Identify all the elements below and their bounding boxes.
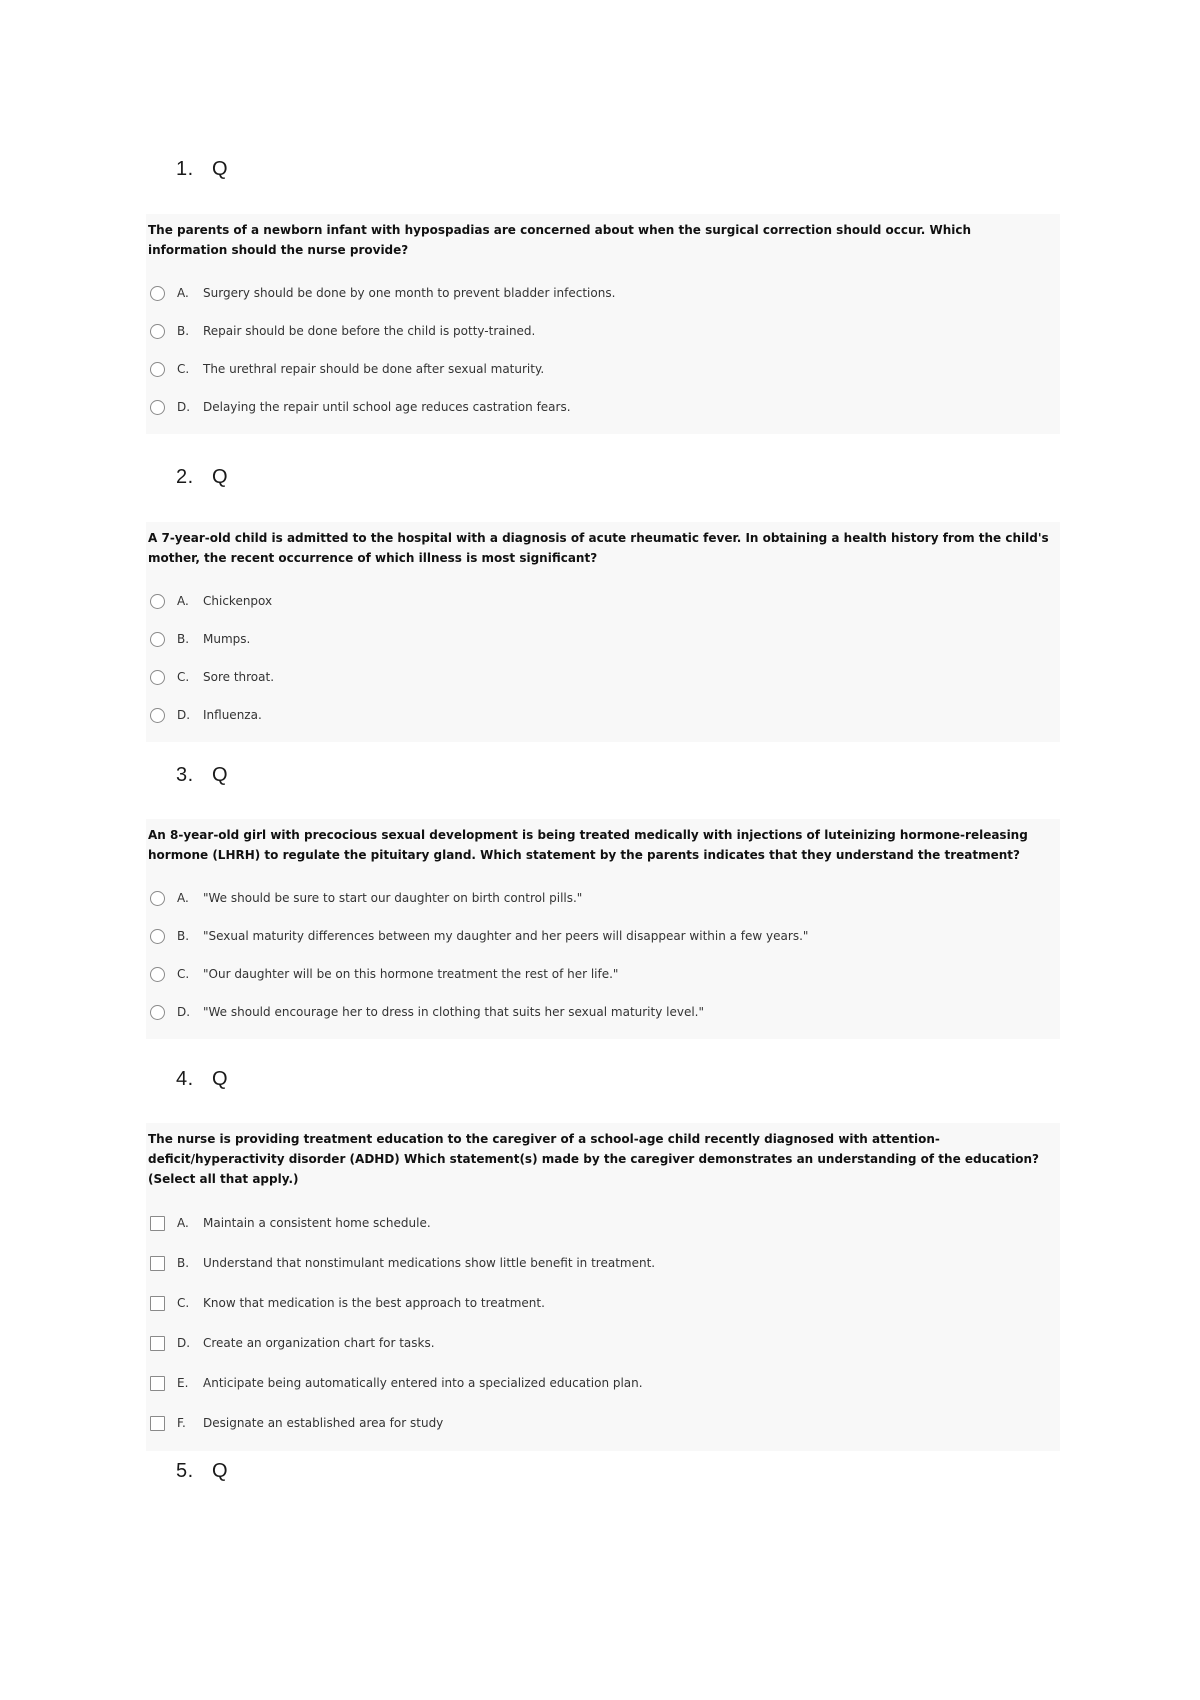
option-letter: B. [177,632,190,646]
question-4-option-f[interactable] [148,1403,1054,1443]
radio-button[interactable] [150,324,165,339]
option-text: Influenza. [203,708,262,722]
question-2-option-a[interactable] [148,582,1054,620]
question-2-option-d[interactable] [148,696,1054,734]
option-letter: B. [177,929,190,943]
option-letter: A. [177,1216,189,1230]
option-letter: A. [177,891,189,905]
option-letter: E. [177,1376,189,1390]
question-3-header [176,764,228,787]
question-1-option-a[interactable] [148,274,1054,312]
option-text: "We should be sure to start our daughter on birth control pills." [203,891,583,905]
question-1-option-c[interactable] [148,350,1054,388]
question-4-option-a[interactable] [148,1203,1054,1243]
question-3-option-c[interactable] [148,955,1054,993]
question-number: 1. [176,158,194,180]
checkbox[interactable] [150,1336,165,1351]
option-letter: F. [177,1416,186,1430]
question-4 [146,1123,1060,1451]
option-text: Anticipate being automatically entered into a specialized education plan. [203,1376,643,1390]
question-4-option-d[interactable] [148,1323,1054,1363]
option-text: The urethral repair should be done after sexual maturity. [203,362,545,376]
question-4-option-b[interactable] [148,1243,1054,1283]
option-text: Designate an established area for study [203,1416,444,1430]
option-text: Sore throat. [203,670,275,684]
checkbox[interactable] [150,1416,165,1431]
question-2 [146,522,1060,742]
question-4-header [176,1068,228,1091]
option-letter: C. [177,362,190,376]
question-number: 3. [176,764,194,786]
radio-button[interactable] [150,1005,165,1020]
option-text: Create an organization chart for tasks. [203,1336,435,1350]
question-1-option-d[interactable] [148,388,1054,426]
option-letter: D. [177,1005,191,1019]
question-number: 5. [176,1460,194,1482]
option-letter: C. [177,1296,190,1310]
question-number: 4. [176,1068,194,1090]
question-label: Q [212,466,229,488]
question-1-text: The parents of a newborn infant with hypospadias are concerned about when the surgical correction should occur. Which information should the nurse provide? [148,223,972,257]
option-letter: D. [177,708,191,722]
question-3 [146,819,1060,1039]
radio-button[interactable] [150,362,165,377]
option-text: "We should encourage her to dress in clothing that suits her sexual maturity level." [203,1005,705,1019]
checkbox[interactable] [150,1216,165,1231]
option-text: Mumps. [203,632,251,646]
option-letter: A. [177,286,189,300]
question-1-option-b[interactable] [148,312,1054,350]
question-number: 2. [176,466,194,488]
option-text: "Sexual maturity differences between my daughter and her peers will disappear within a few years." [203,929,809,943]
radio-button[interactable] [150,929,165,944]
option-text: Delaying the repair until school age reduces castration fears. [203,400,571,414]
question-label: Q [212,158,229,180]
question-3-option-d[interactable] [148,993,1054,1031]
question-3-text: An 8-year-old girl with precocious sexual development is being treated medically with injections of luteinizing hormone-releasing hormone (LHRH) to regulate the pituitary gland. Which statement by the parents indicates that they understand the treatment? [148,828,1028,862]
radio-button[interactable] [150,286,165,301]
option-letter: B. [177,324,190,338]
radio-button[interactable] [150,670,165,685]
question-label: Q [212,1068,229,1090]
radio-button[interactable] [150,891,165,906]
option-letter: D. [177,1336,191,1350]
radio-button[interactable] [150,594,165,609]
question-2-text: A 7-year-old child is admitted to the hospital with a diagnosis of acute rheumatic fever. In obtaining a health history from the child's mother, the recent occurrence of which illness is most significant? [148,531,1049,565]
option-letter: D. [177,400,191,414]
question-2-header [176,466,228,489]
option-text: "Our daughter will be on this hormone treatment the rest of her life." [203,967,619,981]
option-text: Chickenpox [203,594,273,608]
question-2-option-b[interactable] [148,620,1054,658]
question-2-option-c[interactable] [148,658,1054,696]
checkbox[interactable] [150,1376,165,1391]
checkbox[interactable] [150,1296,165,1311]
question-4-option-c[interactable] [148,1283,1054,1323]
radio-button[interactable] [150,967,165,982]
option-letter: B. [177,1256,190,1270]
question-3-option-b[interactable] [148,917,1054,955]
option-text: Surgery should be done by one month to prevent bladder infections. [203,286,616,300]
question-3-option-a[interactable] [148,879,1054,917]
option-text: Understand that nonstimulant medications show little benefit in treatment. [203,1256,656,1270]
radio-button[interactable] [150,400,165,415]
question-label: Q [212,764,229,786]
question-1-header [176,158,228,181]
checkbox[interactable] [150,1256,165,1271]
radio-button[interactable] [150,632,165,647]
option-letter: C. [177,967,190,981]
question-label: Q [212,1460,229,1482]
question-4-option-e[interactable] [148,1363,1054,1403]
option-letter: A. [177,594,189,608]
option-text: Know that medication is the best approach to treatment. [203,1296,545,1310]
question-4-text: The nurse is providing treatment education to the caregiver of a school-age child recently diagnosed with attention-deficit/hyperactivity disorder (ADHD) Which statement(s) made by the caregiver demonstrates an understanding of the education? (Select all that apply.) [148,1132,1039,1186]
option-letter: C. [177,670,190,684]
question-5-header [176,1460,228,1483]
option-text: Maintain a consistent home schedule. [203,1216,431,1230]
question-1 [146,214,1060,434]
radio-button[interactable] [150,708,165,723]
option-text: Repair should be done before the child is potty-trained. [203,324,536,338]
